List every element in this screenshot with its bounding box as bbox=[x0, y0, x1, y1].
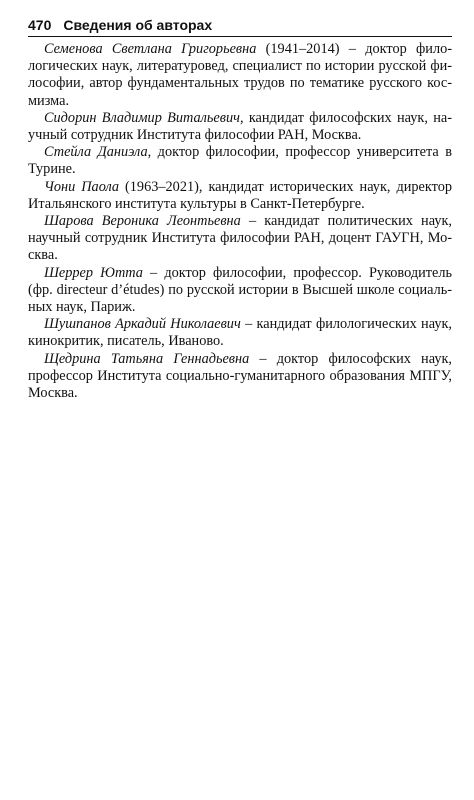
running-head bbox=[28, 16, 452, 37]
author-description: – кандидат политических наук, научный сотрудник Института философии РАН, доцент ГАУГН, Москва. bbox=[28, 213, 452, 264]
author-name: Семенова Светлана Григорьевна bbox=[44, 41, 257, 57]
author-entry bbox=[28, 213, 452, 265]
author-entry bbox=[28, 144, 452, 178]
author-entry bbox=[28, 265, 452, 317]
author-description: , доктор философии, профессор университета в Турине. bbox=[28, 144, 452, 178]
author-name: Сидорин Владимир Витальевич bbox=[44, 109, 240, 126]
author-entry bbox=[28, 179, 452, 213]
author-name: Шушпанов Аркадий Николаевич bbox=[44, 316, 241, 333]
author-description: – доктор философии, профессор. Руководитель (фр. directeur d’études) по русской истории в Высшей школе социальных наук, Париж. bbox=[28, 264, 452, 316]
author-entry bbox=[28, 41, 452, 110]
author-description: (1963–2021), кандидат исторических наук, директор Итальянского института культуры в Санкт-Петербурге. bbox=[28, 178, 452, 212]
section-title: Сведения об авторах bbox=[63, 17, 213, 33]
author-name: Чони Паола bbox=[44, 178, 120, 195]
author-description: – доктор философских наук, профессор Института социально-гуманитарного образования МПГУ, Москва. bbox=[28, 350, 452, 402]
author-entry bbox=[28, 351, 452, 403]
author-name: Шеррер Ютта bbox=[44, 264, 143, 281]
author-description: (1941–2014) – доктор филологических наук, литературовед, специалист по истории русской философии, автор фундаментальных трудов по тематике русского космизма. bbox=[28, 41, 452, 109]
page-number: 470 bbox=[28, 17, 52, 33]
author-name: Шарова Вероника Леонтьевна bbox=[44, 213, 241, 230]
author-description: , кандидат философских наук, научный сотрудник Института философии РАН, Москва. bbox=[28, 109, 452, 144]
author-name: Стейла Даниэла bbox=[44, 144, 148, 161]
author-description: – кандидат филологических наук, кинокритик, писатель, Иваново. bbox=[28, 316, 453, 350]
author-entry bbox=[28, 110, 452, 144]
author-name: Щедрина Татьяна Геннадьевна bbox=[44, 350, 250, 367]
book-page bbox=[28, 16, 452, 402]
author-entry bbox=[28, 316, 452, 350]
author-entries bbox=[28, 41, 452, 402]
